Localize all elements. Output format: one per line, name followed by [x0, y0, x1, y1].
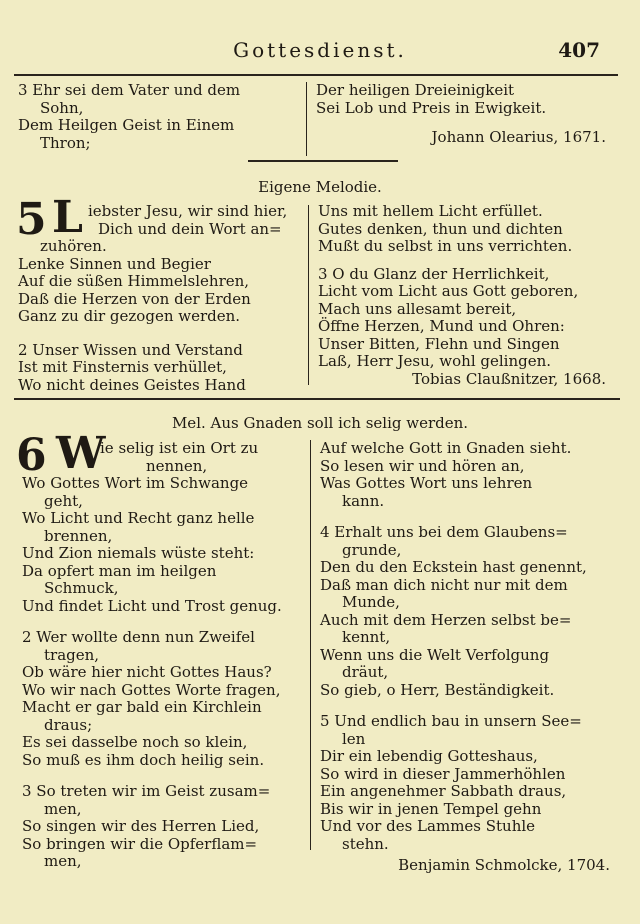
verse-line: Auf welche Gott in Gnaden sieht. [320, 439, 572, 457]
verse-line: Ein angenehmer Sabbath draus, [320, 782, 567, 800]
verse-line: Ob wäre hier nicht Gottes Haus? [22, 663, 272, 681]
verse-line: Und vor des Lammes Stuhle [320, 817, 536, 835]
top-right-column [316, 82, 606, 147]
section-rule [14, 398, 620, 400]
verse-line: Schmuck, [44, 579, 119, 597]
verse-line: men, [44, 852, 82, 870]
verse-line: geht, [44, 491, 83, 510]
verse-line: Laß, Herr Jesu, wohl gelingen. [318, 352, 552, 370]
verse-line: tragen, [44, 645, 100, 664]
verse-line: kann. [342, 491, 385, 510]
column-divider [308, 205, 309, 385]
hymn-number: 5 [16, 194, 47, 245]
verse-line: Thron; [40, 133, 91, 152]
verse-line: Dir ein lebendig Gotteshaus, [320, 747, 538, 765]
verse-line: So gieb, o Herr, Beständigkeit. [320, 680, 555, 699]
verse-line: zuhören. [40, 237, 107, 255]
hymn-number: 6 [16, 430, 47, 481]
header-rule [14, 74, 618, 76]
author-credit: Tobias Claußnitzer, 1668. [412, 369, 606, 388]
drop-capital: L [52, 192, 83, 243]
verse-line: 3 Ehr sei dem Vater und dem [18, 81, 241, 99]
verse-line: Unser Bitten, Flehn und Singen [318, 334, 560, 353]
verse-line: stehn. [342, 834, 389, 853]
section-rule [248, 160, 398, 162]
running-header: Gottesdienst. [233, 38, 407, 62]
verse-line: len [342, 729, 366, 748]
verse-line: kennt, [342, 628, 391, 646]
verse-line: Sei Lob und Preis in Ewigkeit. [316, 98, 547, 117]
hymn6-left-column [22, 440, 304, 871]
verse-line: So bringen wir die Opferflam= [22, 834, 258, 853]
hymn6-right-column [320, 440, 610, 875]
verse-line: Was Gottes Wort uns lehren [320, 474, 533, 492]
verse-line: Ist mit Finsternis verhüllet, [18, 358, 227, 376]
melody-heading: Mel. Aus Gnaden soll ich selig werden. [171, 414, 469, 432]
column-divider [306, 82, 307, 156]
verse-line: Wo Licht und Recht ganz helle [22, 509, 255, 527]
verse-line: Gutes denken, thun und dichten [318, 219, 563, 238]
verse-line: Daß man dich nicht nur mit dem [320, 575, 568, 594]
hymn5-left-column [18, 203, 300, 394]
verse-line: Und findet Licht und Trost genug. [22, 596, 282, 615]
verse-line: Licht vom Licht aus Gott geboren, [318, 282, 579, 300]
verse-line: Wo nicht deines Geistes Hand [18, 375, 246, 394]
verse-line: Munde, [342, 593, 400, 611]
verse-line: brennen, [44, 526, 113, 545]
verse-line: Auf die süßen Himmelslehren, [18, 272, 250, 290]
verse-line: draus; [44, 715, 93, 734]
top-left-column [18, 82, 298, 152]
verse-line: Und Zion niemals wüste steht: [22, 544, 255, 562]
verse-line: grunde, [342, 540, 402, 559]
verse-line: Uns mit hellem Licht erfüllet. [318, 202, 543, 220]
verse-line: Wenn uns die Welt Verfolgung [320, 645, 550, 664]
verse-line: So wird in dieser Jammerhöhlen [320, 764, 566, 783]
verse-line: Wo wir nach Gottes Worte fragen, [22, 680, 281, 699]
hymn5-right-column [318, 203, 606, 388]
verse-line: Daß die Herzen von der Erden [18, 289, 251, 308]
verse-line: 3 O du Glanz der Herrlichkeit, [318, 264, 550, 283]
verse-line: Der heiligen Dreieinigkeit [316, 81, 515, 99]
verse-line: Mach uns allesamt bereit, [318, 299, 517, 318]
verse-line: dräut, [342, 663, 389, 681]
verse-line: Auch mit dem Herzen selbst be= [320, 610, 572, 629]
page-number: 407 [558, 38, 600, 62]
verse-line: Sohn, [40, 98, 84, 117]
verse-line: iebster Jesu, wir sind hier, [88, 202, 288, 220]
melody-heading: Eigene Melodie. [258, 178, 382, 196]
author-credit: Benjamin Schmolcke, 1704. [398, 856, 610, 874]
verse-line: Dich und dein Wort an= [98, 219, 282, 238]
verse-line: Mußt du selbst in uns verrichten. [318, 237, 573, 255]
column-divider [310, 440, 311, 850]
verse-line: Da opfert man im heilgen [22, 561, 217, 580]
verse-line: Dem Heilgen Geist in Einem [18, 116, 235, 134]
verse-line: So lesen wir und hören an, [320, 456, 525, 475]
verse-line: Es sei dasselbe noch so klein, [22, 733, 248, 751]
verse-line: 5 Und endlich bau in unsern See= [320, 712, 582, 730]
verse-line: 2 Wer wollte denn nun Zweifel [22, 628, 255, 646]
verse-line: Macht er gar bald ein Kirchlein [22, 698, 262, 716]
verse-line: men, [44, 799, 82, 818]
verse-line: nennen, [146, 456, 208, 475]
verse-line: So muß es ihm doch heilig sein. [22, 750, 265, 769]
drop-capital: W [56, 428, 106, 479]
verse-line: Wo Gottes Wort im Schwange [22, 474, 249, 492]
verse-line: Bis wir in jenen Tempel gehn [320, 799, 542, 818]
verse-line: So singen wir des Herren Lied, [22, 817, 260, 835]
verse-line: 2 Unser Wissen und Verstand [18, 340, 243, 359]
verse-line: 3 So treten wir im Geist zusam= [22, 782, 271, 800]
verse-line: Den du den Eckstein hast genennt, [320, 558, 587, 576]
verse-line: 4 Erhalt uns bei dem Glaubens= [320, 523, 568, 541]
verse-line: Ganz zu dir gezogen werden. [18, 307, 241, 325]
author-credit: Johann Olearius, 1671. [431, 128, 606, 146]
verse-line: Lenke Sinnen und Begier [18, 254, 211, 273]
verse-line: ie selig ist ein Ort zu [100, 439, 259, 457]
verse-line: Öffne Herzen, Mund und Ohren: [318, 317, 565, 335]
